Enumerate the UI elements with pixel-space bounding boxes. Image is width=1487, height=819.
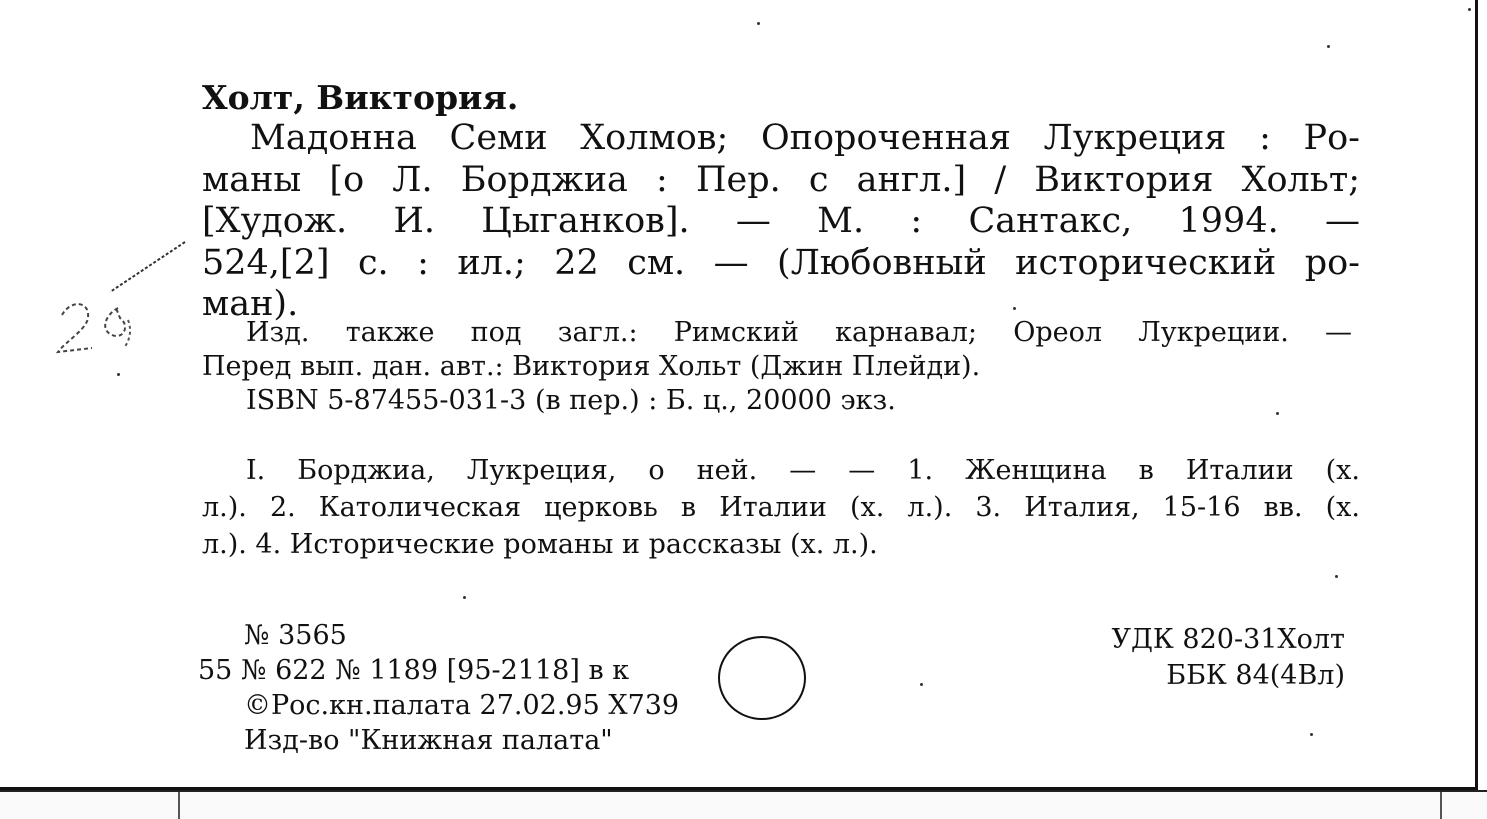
speck (920, 683, 923, 686)
speck (1468, 8, 1471, 11)
author-heading: Холт, Виктория. (202, 78, 519, 117)
udk-code: УДК 820-31Холт (1111, 624, 1345, 655)
bbk-code: ББК 84(4Вл) (1166, 660, 1345, 691)
card-bottom-edge (0, 790, 1487, 819)
speck (1276, 412, 1279, 415)
description-line: [Худож. И. Цыганков]. — М. : Сантакс, 1994. — (202, 201, 1360, 241)
speck (1335, 575, 1338, 578)
isbn-line: ISBN 5-87455-031-3 (в пер.) : Б. ц., 20000 экз. (246, 385, 896, 416)
imprint-block (198, 618, 679, 758)
speck (757, 22, 760, 25)
description-line: ман). (202, 284, 299, 324)
subject-line: л.). 4. Исторические романы и рассказы (х. л.). (202, 529, 878, 560)
speck (463, 596, 466, 599)
imprint-line: 55 № 622 № 1189 [95-2118] в к (198, 655, 630, 686)
edge-mark (178, 792, 180, 819)
bibliographic-description (202, 118, 1360, 326)
subject-headings (202, 452, 1360, 563)
description-line: Мадонна Семи Холмов; Опороченная Лукреция : Ро- (250, 118, 1360, 158)
speck (117, 373, 120, 376)
classification-block (1111, 622, 1345, 694)
subject-line: I. Борджиа, Лукреция, о ней. — — 1. Женщина в Италии (х. (246, 455, 1360, 486)
speck (1310, 733, 1313, 736)
description-line: маны [о Л. Борджиа : Пер. с англ.] / Виктория Хольт; (202, 159, 1360, 200)
subject-line: л.). 2. Католическая церковь в Италии (х. л.). 3. Италия, 15-16 вв. (х. (202, 492, 1360, 523)
notes-block (202, 316, 1352, 418)
note-line: Перед вып. дан. авт.: Виктория Хольт (Джин Плейди). (202, 351, 981, 382)
copyright-line: ©Рос.кн.палата 27.02.95 Х739 (244, 690, 680, 721)
publisher-line: Изд-во "Книжная палата" (244, 725, 613, 756)
handwritten-mark (40, 230, 200, 390)
description-line: 524,[2] с. : ил.; 22 см. — (Любовный исторический ро- (202, 242, 1360, 283)
edge-mark (1440, 792, 1442, 819)
speck (1013, 307, 1016, 310)
imprint-line: № 3565 (244, 620, 347, 651)
speck (1327, 45, 1330, 48)
note-line: Изд. также под загл.: Римский карнавал; Ореол Лукреции. — (246, 317, 1352, 348)
stamp-circle (718, 636, 806, 720)
